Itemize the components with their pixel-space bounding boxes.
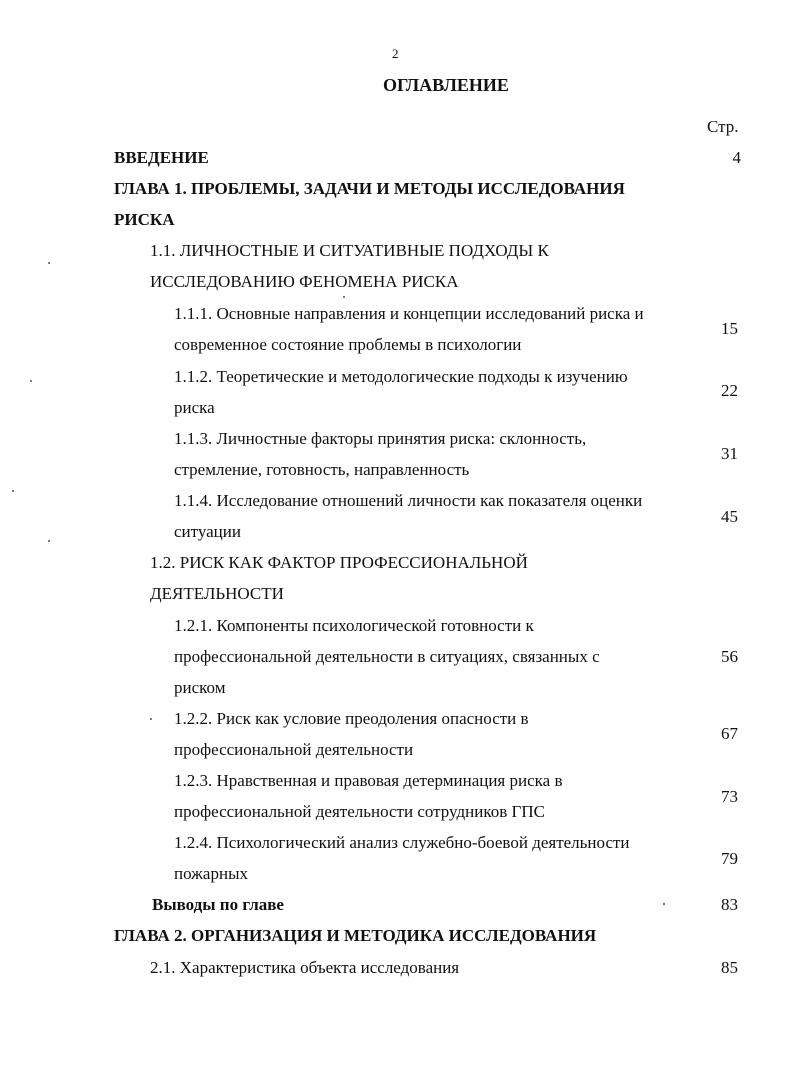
toc-entry-page: 45 xyxy=(721,507,738,526)
toc-entry-title: ГЛАВА 2. ОРГАНИЗАЦИЯ И МЕТОДИКА ИССЛЕДОВАНИЯ xyxy=(114,926,597,945)
toc-entry-page: 85 xyxy=(721,958,738,977)
scan-speck xyxy=(150,718,152,720)
toc-entry-page: 31 xyxy=(721,444,738,463)
toc-entry-title: 1.1.2. Теоретические и методологические подходы к изучению xyxy=(174,367,628,386)
toc-entry-title-cont: риском xyxy=(174,678,226,697)
scan-speck xyxy=(30,380,32,382)
toc-entry-title-cont: стремление, готовность, направленность xyxy=(174,460,470,479)
toc-entry-title: 1.2.2. Риск как условие преодоления опасности в xyxy=(174,709,529,728)
toc-entry-title: 1.2.1. Компоненты психологической готовности к xyxy=(174,616,534,635)
page-column-label: Стр. xyxy=(707,117,739,136)
toc-entry-page: 83 xyxy=(721,895,738,914)
toc-entry-title-cont: профессиональной деятельности xyxy=(174,740,414,759)
page-number: 2 xyxy=(392,46,399,61)
scan-speck xyxy=(12,490,14,492)
toc-entry-page: 22 xyxy=(721,381,738,400)
toc-entry-title-cont: ДЕЯТЕЛЬНОСТИ xyxy=(150,584,284,603)
page-title: ОГЛАВЛЕНИЕ xyxy=(383,75,509,95)
toc-entry-title: 1.1.1. Основные направления и концепции исследований риска и xyxy=(174,304,644,323)
toc-entry-title-cont: пожарных xyxy=(174,864,248,883)
toc-entry-title: Выводы по главе xyxy=(152,895,284,914)
toc-entry-title-cont: ситуации xyxy=(174,522,241,541)
toc-entry-title-cont: профессиональной деятельности в ситуациях, связанных с xyxy=(174,647,600,666)
toc-entry-page: 15 xyxy=(721,319,738,338)
toc-entry-title-cont: риска xyxy=(174,398,215,417)
toc-entry-page: 73 xyxy=(721,787,738,806)
toc-entry-title: 1.2.3. Нравственная и правовая детерминация риска в xyxy=(174,771,563,790)
toc-entry-title: 1.2.4. Психологический анализ служебно-боевой деятельности xyxy=(174,833,630,852)
toc-entry-title: 1.1.4. Исследование отношений личности как показателя оценки xyxy=(174,491,643,510)
toc-entry-page: 79 xyxy=(721,849,738,868)
toc-entry-title: ГЛАВА 1. ПРОБЛЕМЫ, ЗАДАЧИ И МЕТОДЫ ИССЛЕДОВАНИЯ xyxy=(114,179,625,198)
toc-entry-title-cont: профессиональной деятельности сотрудников ГПС xyxy=(174,802,545,821)
toc-entry-title-cont: современное состояние проблемы в психологии xyxy=(174,335,522,354)
scan-speck xyxy=(48,262,50,264)
toc-entry-title-cont: ИССЛЕДОВАНИЮ ФЕНОМЕНА РИСКА xyxy=(150,272,459,291)
toc-entry-title: 1.1.3. Личностные факторы принятия риска: склонность, xyxy=(174,429,587,448)
toc-entry-title: ВВЕДЕНИЕ xyxy=(114,148,209,167)
toc-entry-page: 56 xyxy=(721,647,738,666)
scan-speck xyxy=(343,296,345,298)
scan-speck xyxy=(663,903,665,905)
toc-entry-title: 1.1. ЛИЧНОСТНЫЕ И СИТУАТИВНЫЕ ПОДХОДЫ К xyxy=(150,241,549,260)
toc-entry-title-cont: РИСКА xyxy=(114,210,175,229)
toc-entry-page: 67 xyxy=(721,724,738,743)
scan-speck xyxy=(48,540,50,542)
toc-entry-page: 4 xyxy=(732,148,741,167)
toc-entry-title: 2.1. Характеристика объекта исследования xyxy=(150,958,460,977)
toc-entry-title: 1.2. РИСК КАК ФАКТОР ПРОФЕССИОНАЛЬНОЙ xyxy=(150,553,528,572)
